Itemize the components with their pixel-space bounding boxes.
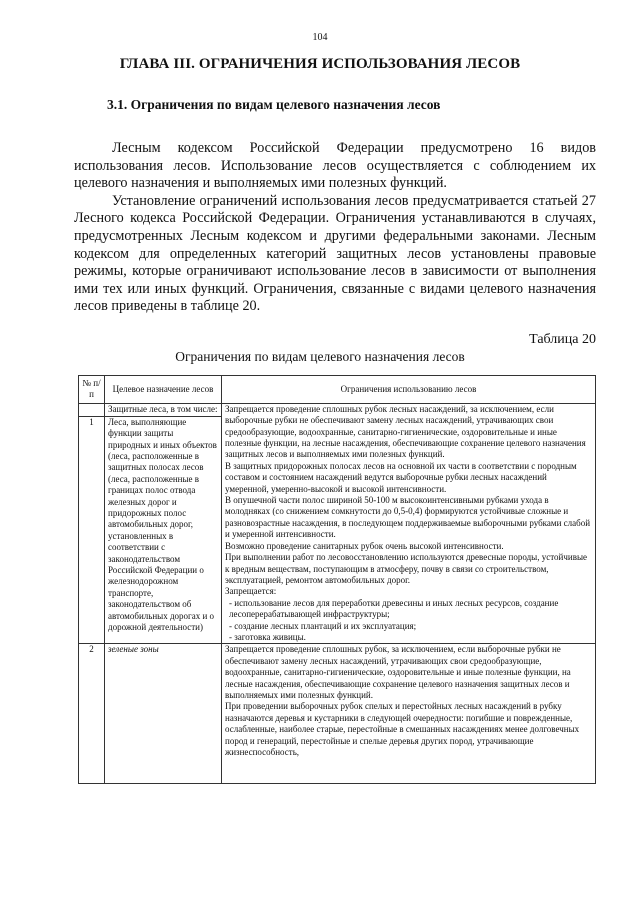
cell-restrictions — [222, 644, 596, 784]
cell-purpose: Леса, выполняющие функции защиты природных и иных объектов (леса, расположенные в защитных полосах лесов (леса, расположенные в границах полос отвода железных дорог и придорожных полос автомобильных дорог, установленных в соответствии с законодательством Российской Федерации о железнодорожном транспорте, законодательством об автомобильных дорогах и о дорожной деятельности) — [105, 416, 222, 644]
paragraph: Лесным кодексом Российской Федерации предусмотрено 16 видов использования лесов. Использование лесов осуществляется с соблюдением их целевого назначения и выполняемых ими полезных функций. — [74, 140, 596, 192]
table-caption: Ограничения по видам целевого назначения лесов — [175, 349, 465, 364]
cell-purpose — [105, 403, 222, 416]
header-purpose: Целевое назначение лесов — [105, 376, 222, 404]
cell-restrictions — [222, 403, 596, 644]
table-header-row — [79, 376, 596, 404]
header-restrictions: Ограничения использованию лесов — [222, 376, 596, 404]
table-row — [79, 403, 596, 416]
cell-num: 1 — [79, 416, 105, 644]
restriction-text: Запрещается проведение сплошных рубок лесных насаждений, за исключением, если выборочные рубки не обеспечивают замену лесных насаждений, утрачивающих свои средообразующие, водоохранные, санитарно-гигиенические, оздоровительные и иные полезные функции, на лесные насаждения, обеспечивающие сохранение целевого назначения защитных лесов и выполняемых ими полезных функций. — [225, 403, 586, 460]
section-title: 3.1. Ограничения по видам целевого назначения лесов — [107, 97, 441, 112]
page-number: 104 — [312, 32, 328, 43]
restriction-text: Запрещается: — [225, 586, 277, 597]
paragraph: Установление ограничений использования лесов предусматривается статьей 27 Лесного кодекса Российской Федерации. Ограничения устанавливаются в случаях, предусмотренных Лесным кодексом и другими федеральными законами. Лесным кодексом для определенных категорий защитных лесов установлены правовые режимы, которые ограничивают использование лесов в зависимости от выполнения ими тех или иных функций. Ограничения, связанные с видами целевого назначения лесов приведены в таблице 20. — [74, 192, 596, 315]
prohibited-list — [225, 598, 592, 644]
list-item: - создание лесных плантаций и их эксплуатация; — [229, 621, 592, 632]
restriction-text: В опушечной части полос шириной 50-100 м высокоинтенсивными рубками ухода в молодняках (со снижением сомкнутости до 0,5-0,4) формируются устойчивые сложные и разновозрастные насаждения, в последующем поддерживаемые выборочными рубками слабой и умеренной интенсивности. — [225, 495, 591, 540]
restriction-text: Запрещается проведение сплошных рубок, за исключением, если выборочные рубки не обеспечивают замену лесных насаждений, утрачивающих свои средообразующие, водоохранные, санитарно-гигиенические, оздоровительные и иные полезные функции, на лесные насаждения, обеспечивающие сохранение целевого назначения защитных лесов и выполняемых ими полезных функций. — [225, 644, 571, 700]
header-num: № п/п — [79, 376, 105, 404]
cell-num: 2 — [79, 644, 105, 784]
cell-num — [79, 403, 105, 416]
restriction-text: При проведении выборочных рубок спелых и перестойных лесных насаждений в рубку назначаются деревья и кустарники в следующей очередности: погибшие и поврежденные, ослабленные, наиболее старые, перестойные в смешанных насаждениях менее долговечных пород и генераций, перестойные и спелые деревья других пород, утрачивающие жизнеспособность, — [225, 701, 580, 757]
table-row — [79, 644, 596, 784]
restriction-text: При выполнении работ по лесовосстановлению используются древесные породы, устойчивые к вредным веществам, поступающим в атмосферу, почву в связи со строительством, эксплуатацией, ремонтом автомобильных дорог. — [225, 552, 587, 585]
list-item: - заготовка живицы. — [229, 632, 592, 643]
group-label: Защитные леса, в том числе: — [108, 403, 218, 414]
body-text — [74, 140, 596, 316]
chapter-title: ГЛАВА III. ОГРАНИЧЕНИЯ ИСПОЛЬЗОВАНИЯ ЛЕСОВ — [119, 56, 521, 72]
restriction-text: В защитных придорожных полосах лесов на основной их части в соответствии с породным составом и состоянием насаждений ведутся выборочные рубки лесных насаждений умеренной, умеренно-высокой и высокой интенсивности. — [225, 460, 577, 494]
list-item: - использование лесов для переработки древесины и иных лесных ресурсов, создание лесоперерабатывающей инфраструктуры; — [229, 598, 592, 621]
cell-purpose: зеленые зоны — [105, 644, 222, 784]
restriction-text: Возможно проведение санитарных рубок очень высокой интенсивности. — [225, 540, 504, 551]
table-label: Таблица 20 — [529, 332, 596, 347]
restrictions-table — [78, 375, 596, 784]
